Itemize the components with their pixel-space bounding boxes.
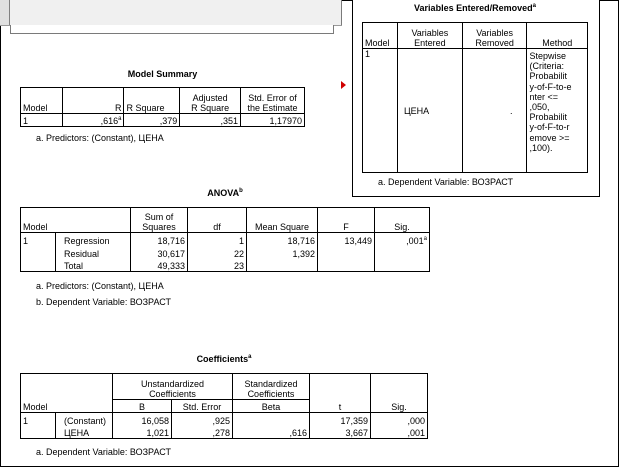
col-header-variables-removed: Variables Removed	[462, 23, 527, 49]
anova-cell-f	[318, 259, 375, 272]
anova-cell-f	[318, 246, 375, 259]
previous-output-area	[0, 0, 342, 26]
variables-table	[362, 22, 588, 173]
coef-cell-t: 3,667	[310, 426, 371, 439]
ms-cell-model: 1	[21, 114, 63, 127]
anova-cell-sig: ,001$^a$	[375, 233, 430, 246]
selection-arrow-icon[interactable]	[341, 81, 346, 89]
model-summary-table[interactable]	[20, 87, 305, 127]
anova-footnote-a: a. Predictors: (Constant), ЦЕНА	[36, 281, 164, 291]
col-header-method: Method	[527, 23, 588, 49]
coef-header-standardized: Standardized Coefficients	[233, 374, 310, 400]
coef-cell-b: 16,058	[113, 413, 172, 426]
variables-row-model: 1	[363, 49, 398, 173]
anova-header-sum-of-squares: Sum of Squares	[131, 208, 188, 233]
model-summary-title: Model Summary	[127, 69, 198, 79]
variables-row-removed: .	[462, 49, 527, 173]
anova-cell-ss: 18,716	[131, 233, 188, 246]
anova-cell-model-empty	[21, 246, 56, 259]
coef-cell-beta	[233, 413, 310, 426]
col-header-variables-entered: Variables Entered	[398, 23, 463, 49]
coef-cell-sig: ,001	[371, 426, 428, 439]
anova-cell-ms	[247, 259, 318, 272]
variables-footnote: a. Dependent Variable: ВОЗРАСТ	[378, 177, 513, 187]
anova-cell-f: 13,449	[318, 233, 375, 246]
ms-header-adj-r-square: Adjusted R Square	[180, 88, 241, 114]
coef-cell-sig: ,000	[371, 413, 428, 426]
ms-cell-r-square: ,379	[124, 114, 180, 127]
coef-cell-std-error: ,278	[172, 426, 233, 439]
anova-cell-sig	[375, 246, 430, 259]
anova-footnote-b: b. Dependent Variable: ВОЗРАСТ	[36, 297, 171, 307]
anova-cell-sig	[375, 259, 430, 272]
coef-cell-t: 17,359	[310, 413, 371, 426]
anova-table[interactable]	[20, 207, 430, 272]
coef-cell-model: 1	[21, 413, 56, 426]
anova-cell-ss: 49,333	[131, 259, 188, 272]
coef-cell-b: 1,021	[113, 426, 172, 439]
anova-cell-model: 1	[21, 233, 56, 246]
coef-header-t: t	[310, 374, 371, 413]
coef-row-label: (Constant)	[56, 413, 113, 426]
anova-header-sig: Sig.	[375, 208, 430, 233]
anova-row-label: Regression	[56, 233, 131, 246]
ms-header-r-square: R Square	[124, 88, 180, 114]
ms-header-r: R	[62, 88, 124, 114]
outline-strip	[0, 0, 10, 25]
anova-cell-df: 1	[188, 233, 247, 246]
anova-header-f: F	[318, 208, 375, 233]
variables-title: Variables Entered/Removed$^a$	[414, 3, 536, 13]
model-summary-footnote: a. Predictors: (Constant), ЦЕНА	[36, 133, 164, 143]
coef-header-b: B	[113, 400, 172, 413]
variables-row-entered: ЦЕНА	[398, 49, 463, 173]
ms-header-std-error: Std. Error of the Estimate	[241, 88, 305, 114]
coef-header-std-error: Std. Error	[172, 400, 233, 413]
coef-header-beta: Beta	[233, 400, 310, 413]
coef-cell-beta: ,616	[233, 426, 310, 439]
ms-cell-r: ,616$^a$	[62, 114, 124, 127]
ms-cell-adj-r-square: ,351	[180, 114, 241, 127]
coef-header-sig: Sig.	[371, 374, 428, 413]
coef-header-unstandardized: Unstandardized Coefficients	[113, 374, 233, 400]
anova-cell-ms: 1,392	[247, 246, 318, 259]
anova-cell-df: 23	[188, 259, 247, 272]
anova-title: ANOVA$^b$	[207, 188, 243, 198]
coefficients-footnote: a. Dependent Variable: ВОЗРАСТ	[36, 447, 171, 457]
variables-row-method: Stepwise (Criteria: Probabilit y-of-F-to-e nter <= ,050, Probabilit y-of-F-to-r emove >= ,100).	[527, 49, 588, 173]
anova-cell-df: 22	[188, 246, 247, 259]
coefficients-table[interactable]	[20, 373, 428, 439]
ms-header-model: Model	[21, 88, 63, 114]
anova-header-df: df	[188, 208, 247, 233]
coef-header-model: Model	[21, 374, 113, 413]
coef-cell-model-empty	[21, 426, 56, 439]
divider-line	[341, 0, 342, 25]
anova-header-mean-square: Mean Square	[247, 208, 318, 233]
ms-cell-std-error: 1,17970	[241, 114, 305, 127]
anova-row-label: Total	[56, 259, 131, 272]
anova-cell-ms: 18,716	[247, 233, 318, 246]
anova-row-label: Residual	[56, 246, 131, 259]
anova-header-model: Model	[21, 208, 131, 233]
anova-cell-ss: 30,617	[131, 246, 188, 259]
anova-cell-model-empty	[21, 259, 56, 272]
col-header-model: Model	[363, 23, 398, 49]
coef-row-label: ЦЕНА	[56, 426, 113, 439]
previous-output-box	[10, 25, 334, 34]
coef-cell-std-error: ,925	[172, 413, 233, 426]
coefficients-title: Coefficients$^a$	[196, 354, 252, 364]
